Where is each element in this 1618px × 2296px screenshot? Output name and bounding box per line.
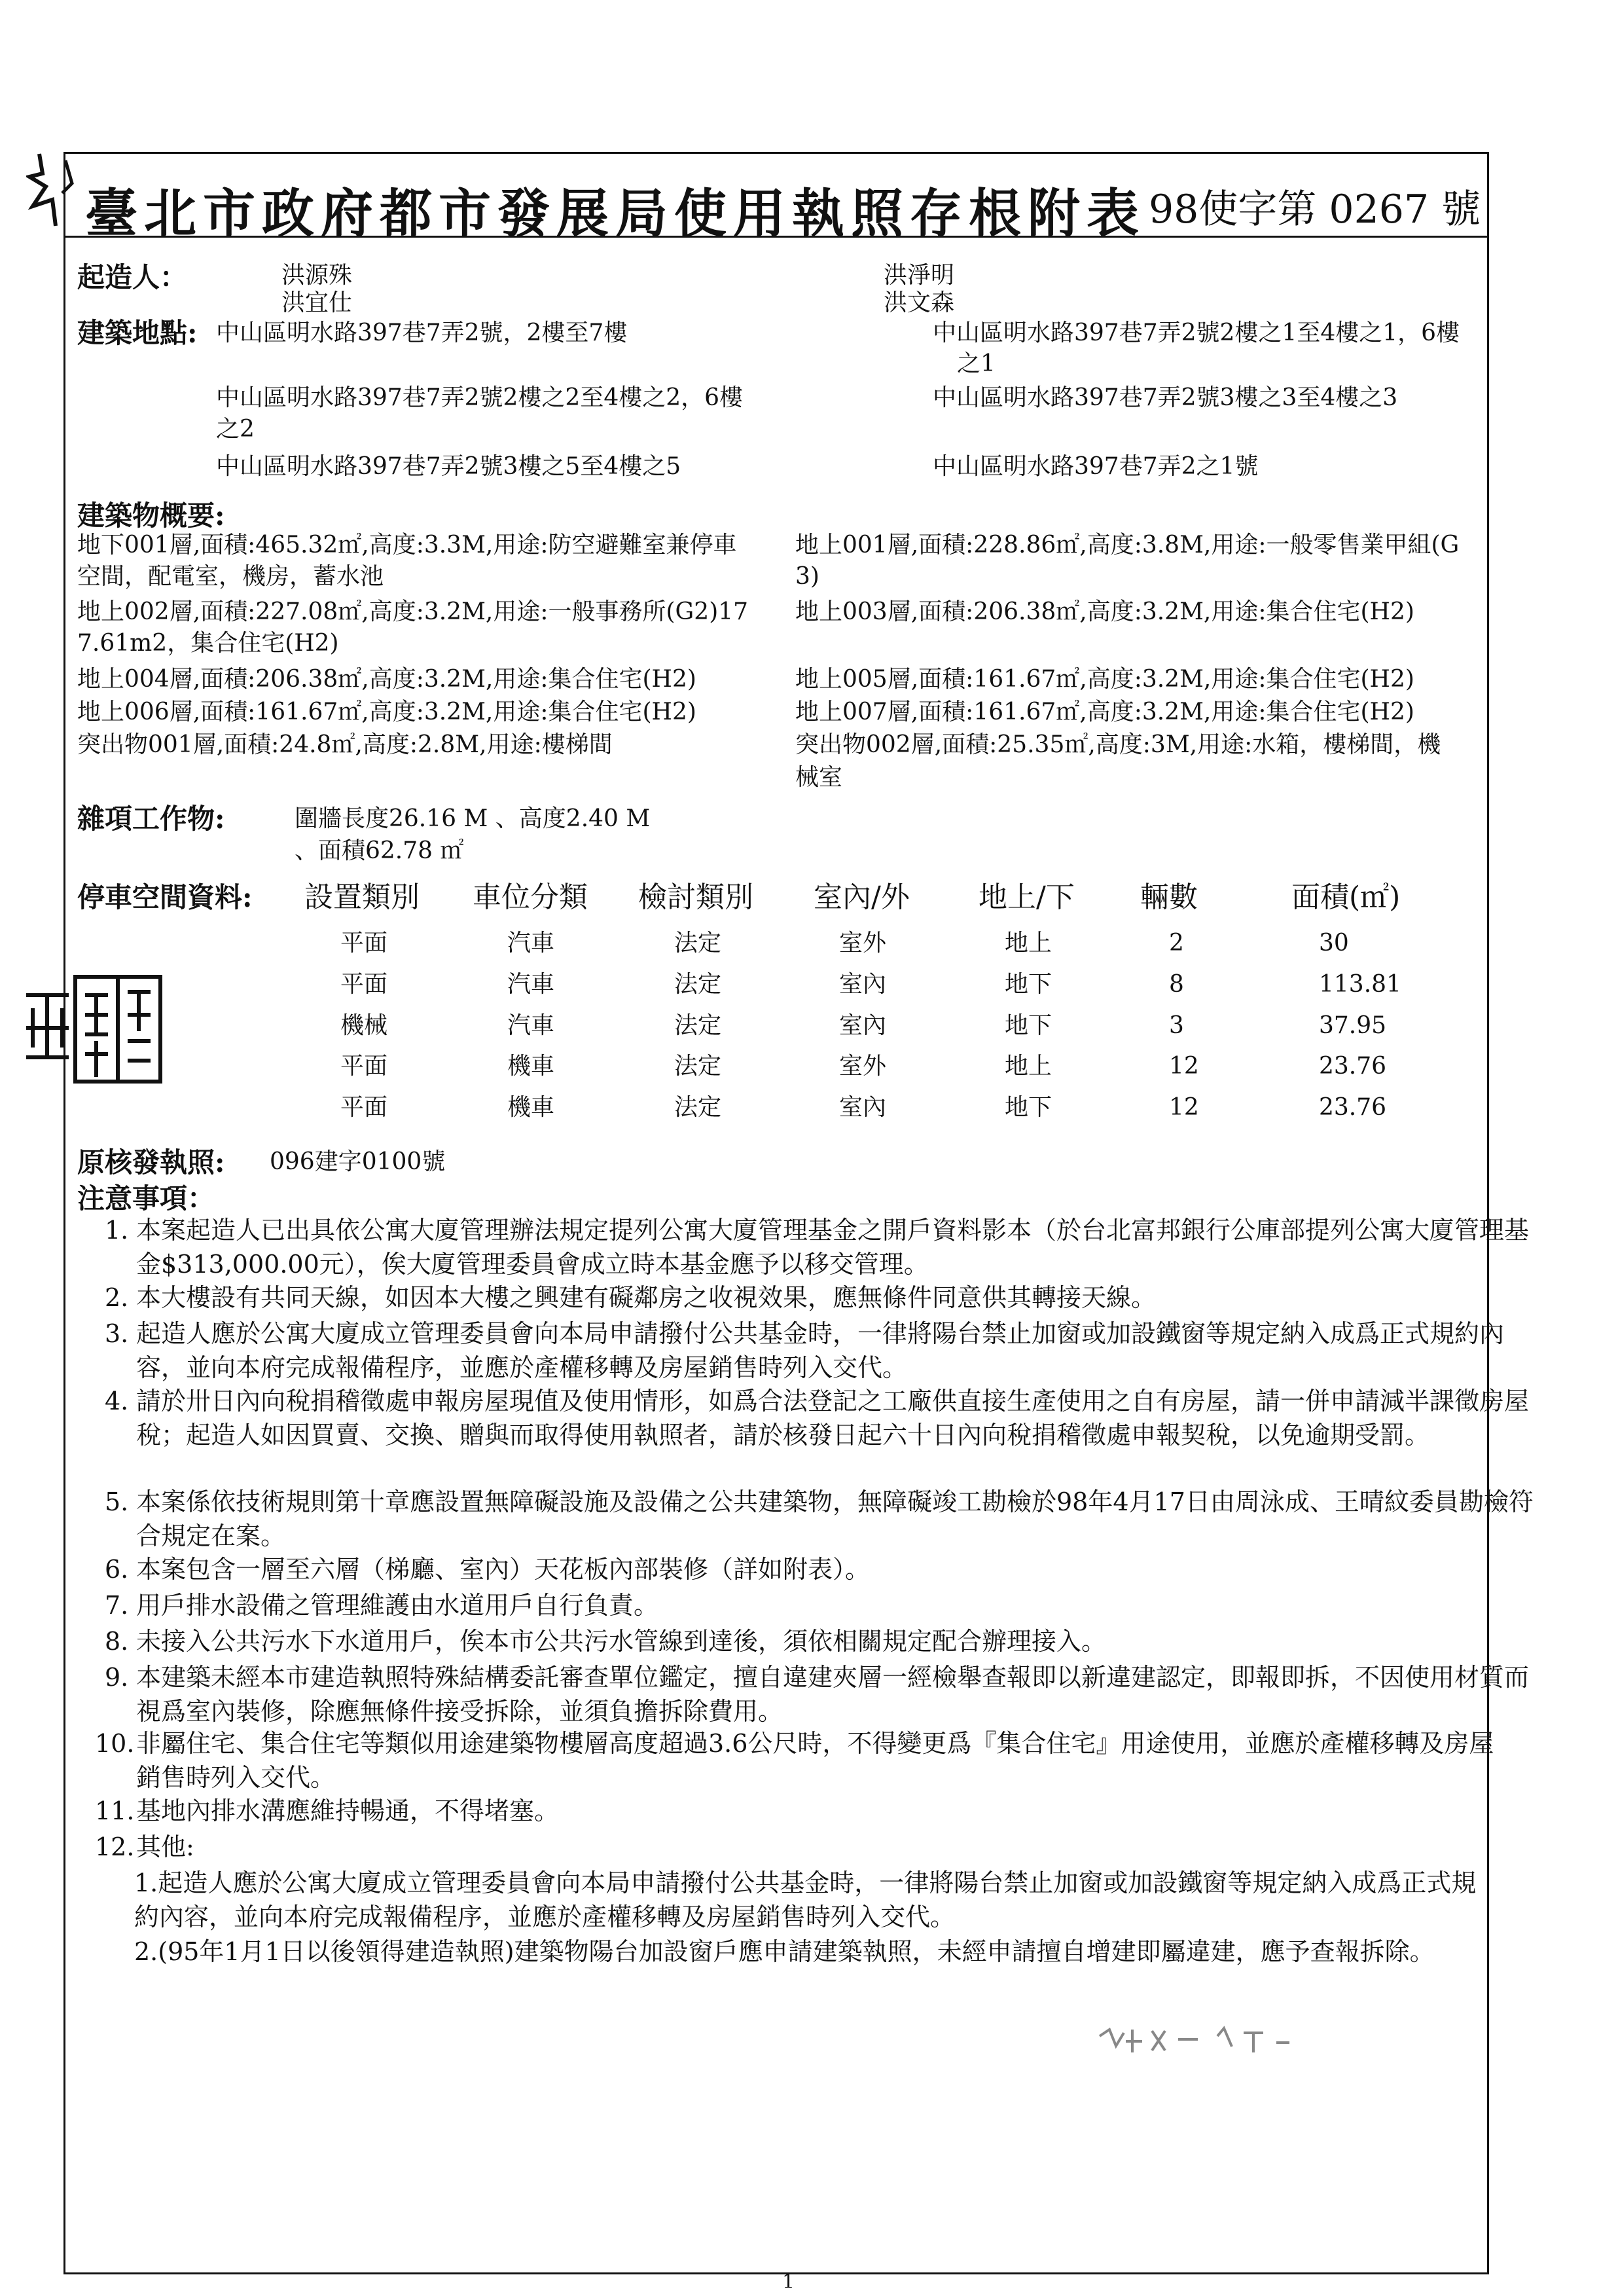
original-permit-label: 原核發執照:: [77, 1146, 225, 1178]
parking-cell: 室內: [839, 971, 887, 998]
address-line: 之2: [216, 416, 255, 443]
permit-number: 98使字第 0267 號: [1149, 187, 1481, 232]
address-line: 中山區明水路397巷7弄2號3樓之5至4樓之5: [216, 453, 681, 480]
note-number: 1.: [105, 1216, 129, 1245]
note-number: 12.: [95, 1832, 135, 1861]
parking-header: 室內/外: [814, 881, 910, 914]
parking-cell: 法定: [674, 1094, 722, 1121]
note-text: 基地內排水溝應維持暢通，不得堵塞。: [136, 1796, 560, 1825]
note-number: 8.: [105, 1627, 129, 1656]
corner-scan-mark: [26, 147, 88, 232]
note-number: 5.: [105, 1487, 129, 1516]
parking-cell: 23.76: [1319, 1094, 1387, 1121]
parking-cell: 機車: [507, 1053, 555, 1080]
note-number: 10.: [95, 1729, 135, 1758]
note-sub-item: 2.(95年1月1日以後領得建造執照)建築物陽台加設窗戶應申請建築執照，未經申請擅自增建即屬違建，應予查報拆除。: [134, 1937, 1435, 1966]
parking-cell: 地下: [1005, 971, 1052, 998]
parking-cell: 法定: [674, 1012, 722, 1039]
note-number: 7.: [105, 1591, 129, 1620]
parking-cell: 12: [1169, 1053, 1199, 1080]
parking-label: 停車空間資料:: [77, 881, 253, 913]
address-line: 中山區明水路397巷7弄2號2樓之1至4樓之1，6樓: [933, 319, 1460, 346]
overview-line: 地下001層,面積:465.32㎡,高度:3.3M,用途:防空避難室兼停車: [77, 532, 737, 558]
parking-cell: 室內: [839, 1094, 887, 1121]
note-text: 未接入公共污水下水道用戶，俟本市公共污水管線到達後，須依相關規定配合辦理接入。: [136, 1627, 1107, 1656]
note-text: 非屬住宅、集合住宅等類似用途建築物樓層高度超過3.6公尺時，不得變更爲『集合住宅』用途使用，並應於產權移轉及房屋銷售時列入交代。: [136, 1729, 1494, 1792]
parking-cell: 汽車: [507, 971, 555, 998]
overview-line: 突出物002層,面積:25.35㎡,高度:3M,用途:水箱，樓梯間，機: [795, 731, 1441, 758]
notes-label: 注意事項：: [77, 1182, 215, 1214]
parking-cell: 法定: [674, 971, 722, 998]
parking-cell: 平面: [340, 1094, 388, 1121]
page-number: 1: [782, 2270, 795, 2293]
note-text: 請於卅日內向稅捐稽徵處申報房屋現值及使用情形，如爲合法登記之工廠供直接生產使用之自有房屋，請一併申請減半課徵房屋稅；起造人如因買賣、交換、贈與而取得使用執照者，請於核發日起六十日內向稅捐稽徵處申報契稅，以免逾期受罰。: [136, 1387, 1530, 1449]
note-number: 11.: [95, 1796, 135, 1825]
misc-works-line: 、面積62.78 ㎡: [295, 837, 464, 864]
parking-header: 輛數: [1140, 881, 1198, 914]
address-line: 中山區明水路397巷7弄2號2樓之2至4樓之2，6樓: [216, 384, 744, 411]
note-text: 用戶排水設備之管理維護由水道用戶自行負責。: [136, 1591, 659, 1620]
parking-header: 地上/下: [979, 881, 1075, 914]
note-text: 本建築未經本市建造執照特殊結構委託審查單位鑑定，擅自違建夾層一經檢舉查報即以新違建認定，即報即拆，不因使用材質而視爲室內裝修，除應無條件接受拆除，並須負擔拆除費用。: [136, 1663, 1530, 1726]
original-permit-value: 096建字0100號: [270, 1148, 446, 1175]
misc-works-label: 雜項工作物:: [77, 803, 225, 835]
document-title: 臺北市政府都市發展局使用執照存根附表: [85, 183, 1145, 244]
parking-cell: 12: [1169, 1094, 1199, 1121]
overview-line: 7.61m2，集合住宅(H2): [77, 630, 339, 657]
parking-cell: 室內: [839, 1012, 887, 1039]
builder-name: 洪淨明: [884, 262, 955, 289]
parking-cell: 113.81: [1319, 971, 1401, 998]
note-number: 6.: [105, 1555, 129, 1584]
overview-line: 地上006層,面積:161.67㎡,高度:3.2M,用途:集合住宅(H2): [77, 699, 696, 725]
overview-line: 地上003層,面積:206.38㎡,高度:3.2M,用途:集合住宅(H2): [795, 598, 1414, 625]
parking-cell: 地上: [1005, 930, 1052, 957]
overview-line: 地上007層,面積:161.67㎡,高度:3.2M,用途:集合住宅(H2): [795, 699, 1414, 725]
overview-line: 突出物001層,面積:24.8㎡,高度:2.8M,用途:樓梯間: [77, 731, 613, 758]
parking-cell: 法定: [674, 1053, 722, 1080]
address-line: 之1: [957, 350, 996, 377]
parking-cell: 平面: [340, 971, 388, 998]
address-line: 中山區明水路397巷7弄2號，2樓至7樓: [216, 319, 628, 346]
overview-line: 地上001層,面積:228.86㎡,高度:3.8M,用途:一般零售業甲組(G: [795, 532, 1460, 558]
parking-cell: 地下: [1005, 1094, 1052, 1121]
parking-cell: 室外: [839, 930, 887, 957]
parking-cell: 8: [1169, 971, 1184, 998]
parking-cell: 30: [1319, 930, 1349, 957]
parking-cell: 37.95: [1319, 1012, 1387, 1039]
overview-line: 地上002層,面積:227.08㎡,高度:3.2M,用途:一般事務所(G2)17: [77, 598, 749, 625]
address-line: 中山區明水路397巷7弄2之1號: [933, 453, 1259, 480]
note-number: 4.: [105, 1387, 129, 1415]
signature-mark: [1093, 2016, 1296, 2062]
parking-cell: 汽車: [507, 1012, 555, 1039]
note-text: 本大樓設有共同天線，如因本大樓之興建有礙鄰房之收視效果，應無條件同意供其轉接天線。: [136, 1283, 1157, 1312]
parking-cell: 地上: [1005, 1053, 1052, 1080]
builder-name: 洪源殊: [281, 262, 353, 289]
parking-cell: 3: [1169, 1012, 1184, 1039]
parking-header: 面積(㎡): [1291, 881, 1401, 914]
note-number: 3.: [105, 1319, 129, 1348]
parking-header: 檢討類別: [638, 881, 753, 914]
parking-cell: 法定: [674, 930, 722, 957]
note-number: 2.: [105, 1283, 129, 1312]
parking-cell: 2: [1169, 930, 1184, 957]
parking-cell: 室外: [839, 1053, 887, 1080]
note-text: 本案起造人已出具依公寓大廈管理辦法規定提列公寓大廈管理基金之開戶資料影本（於台北富邦銀行公庫部提列公寓大廈管理基金$313,000.00元），俟大廈管理委員會成立時本基金應予以移交管理。: [136, 1216, 1530, 1279]
address-line: 中山區明水路397巷7弄2號3樓之3至4樓之3: [933, 384, 1398, 411]
overview-line: 械室: [795, 764, 843, 791]
overview-line: 空間，配電室，機房，蓄水池: [77, 563, 384, 590]
misc-works-line: 圍牆長度26.16 M 、高度2.40 M: [295, 805, 651, 832]
builder-name: 洪宜仕: [281, 289, 353, 316]
overview-line: 3): [795, 563, 819, 590]
note-text: 本案包含一層至六層（梯廳、室內）天花板內部裝修（詳如附表）。: [136, 1555, 871, 1584]
parking-cell: 23.76: [1319, 1053, 1387, 1080]
parking-cell: 機車: [507, 1094, 555, 1121]
builder-name: 洪文森: [884, 289, 955, 316]
parking-cell: 機械: [340, 1012, 388, 1039]
overview-label: 建築物概要:: [77, 500, 225, 532]
parking-header: 設置類別: [304, 881, 420, 914]
note-text: 本案係依技術規則第十章應設置無障礙設施及設備之公共建築物，無障礙竣工勘檢於98年4月17日由周泳成、王晴紋委員勘檢符合規定在案。: [136, 1487, 1534, 1550]
note-text: 起造人應於公寓大廈成立管理委員會向本局申請撥付公共基金時，一律將陽台禁止加窗或加設鐵窗等規定納入成爲正式規約內容，並向本府完成報備程序，並應於產權移轉及房屋銷售時列入交代。: [136, 1319, 1505, 1382]
note-number: 9.: [105, 1663, 129, 1692]
parking-cell: 地下: [1005, 1012, 1052, 1039]
overview-line: 地上004層,面積:206.38㎡,高度:3.2M,用途:集合住宅(H2): [77, 666, 696, 693]
parking-cell: 平面: [340, 1053, 388, 1080]
parking-header: 車位分類: [473, 881, 588, 914]
note-sub-item: 1.起造人應於公寓大廈成立管理委員會向本局申請撥付公共基金時，一律將陽台禁止加窗或加設鐵窗等規定納入成爲正式規約內容，並向本府完成報備程序，並應於產權移轉及房屋銷售時列入交代。: [134, 1868, 1477, 1931]
builder-label: 起造人：: [77, 261, 188, 293]
note-text: 其他:: [136, 1832, 194, 1861]
location-label: 建築地點:: [77, 317, 198, 349]
official-seal-stamp: [20, 969, 167, 1090]
overview-line: 地上005層,面積:161.67㎡,高度:3.2M,用途:集合住宅(H2): [795, 666, 1414, 693]
parking-cell: 汽車: [507, 930, 555, 957]
parking-cell: 平面: [340, 930, 388, 957]
